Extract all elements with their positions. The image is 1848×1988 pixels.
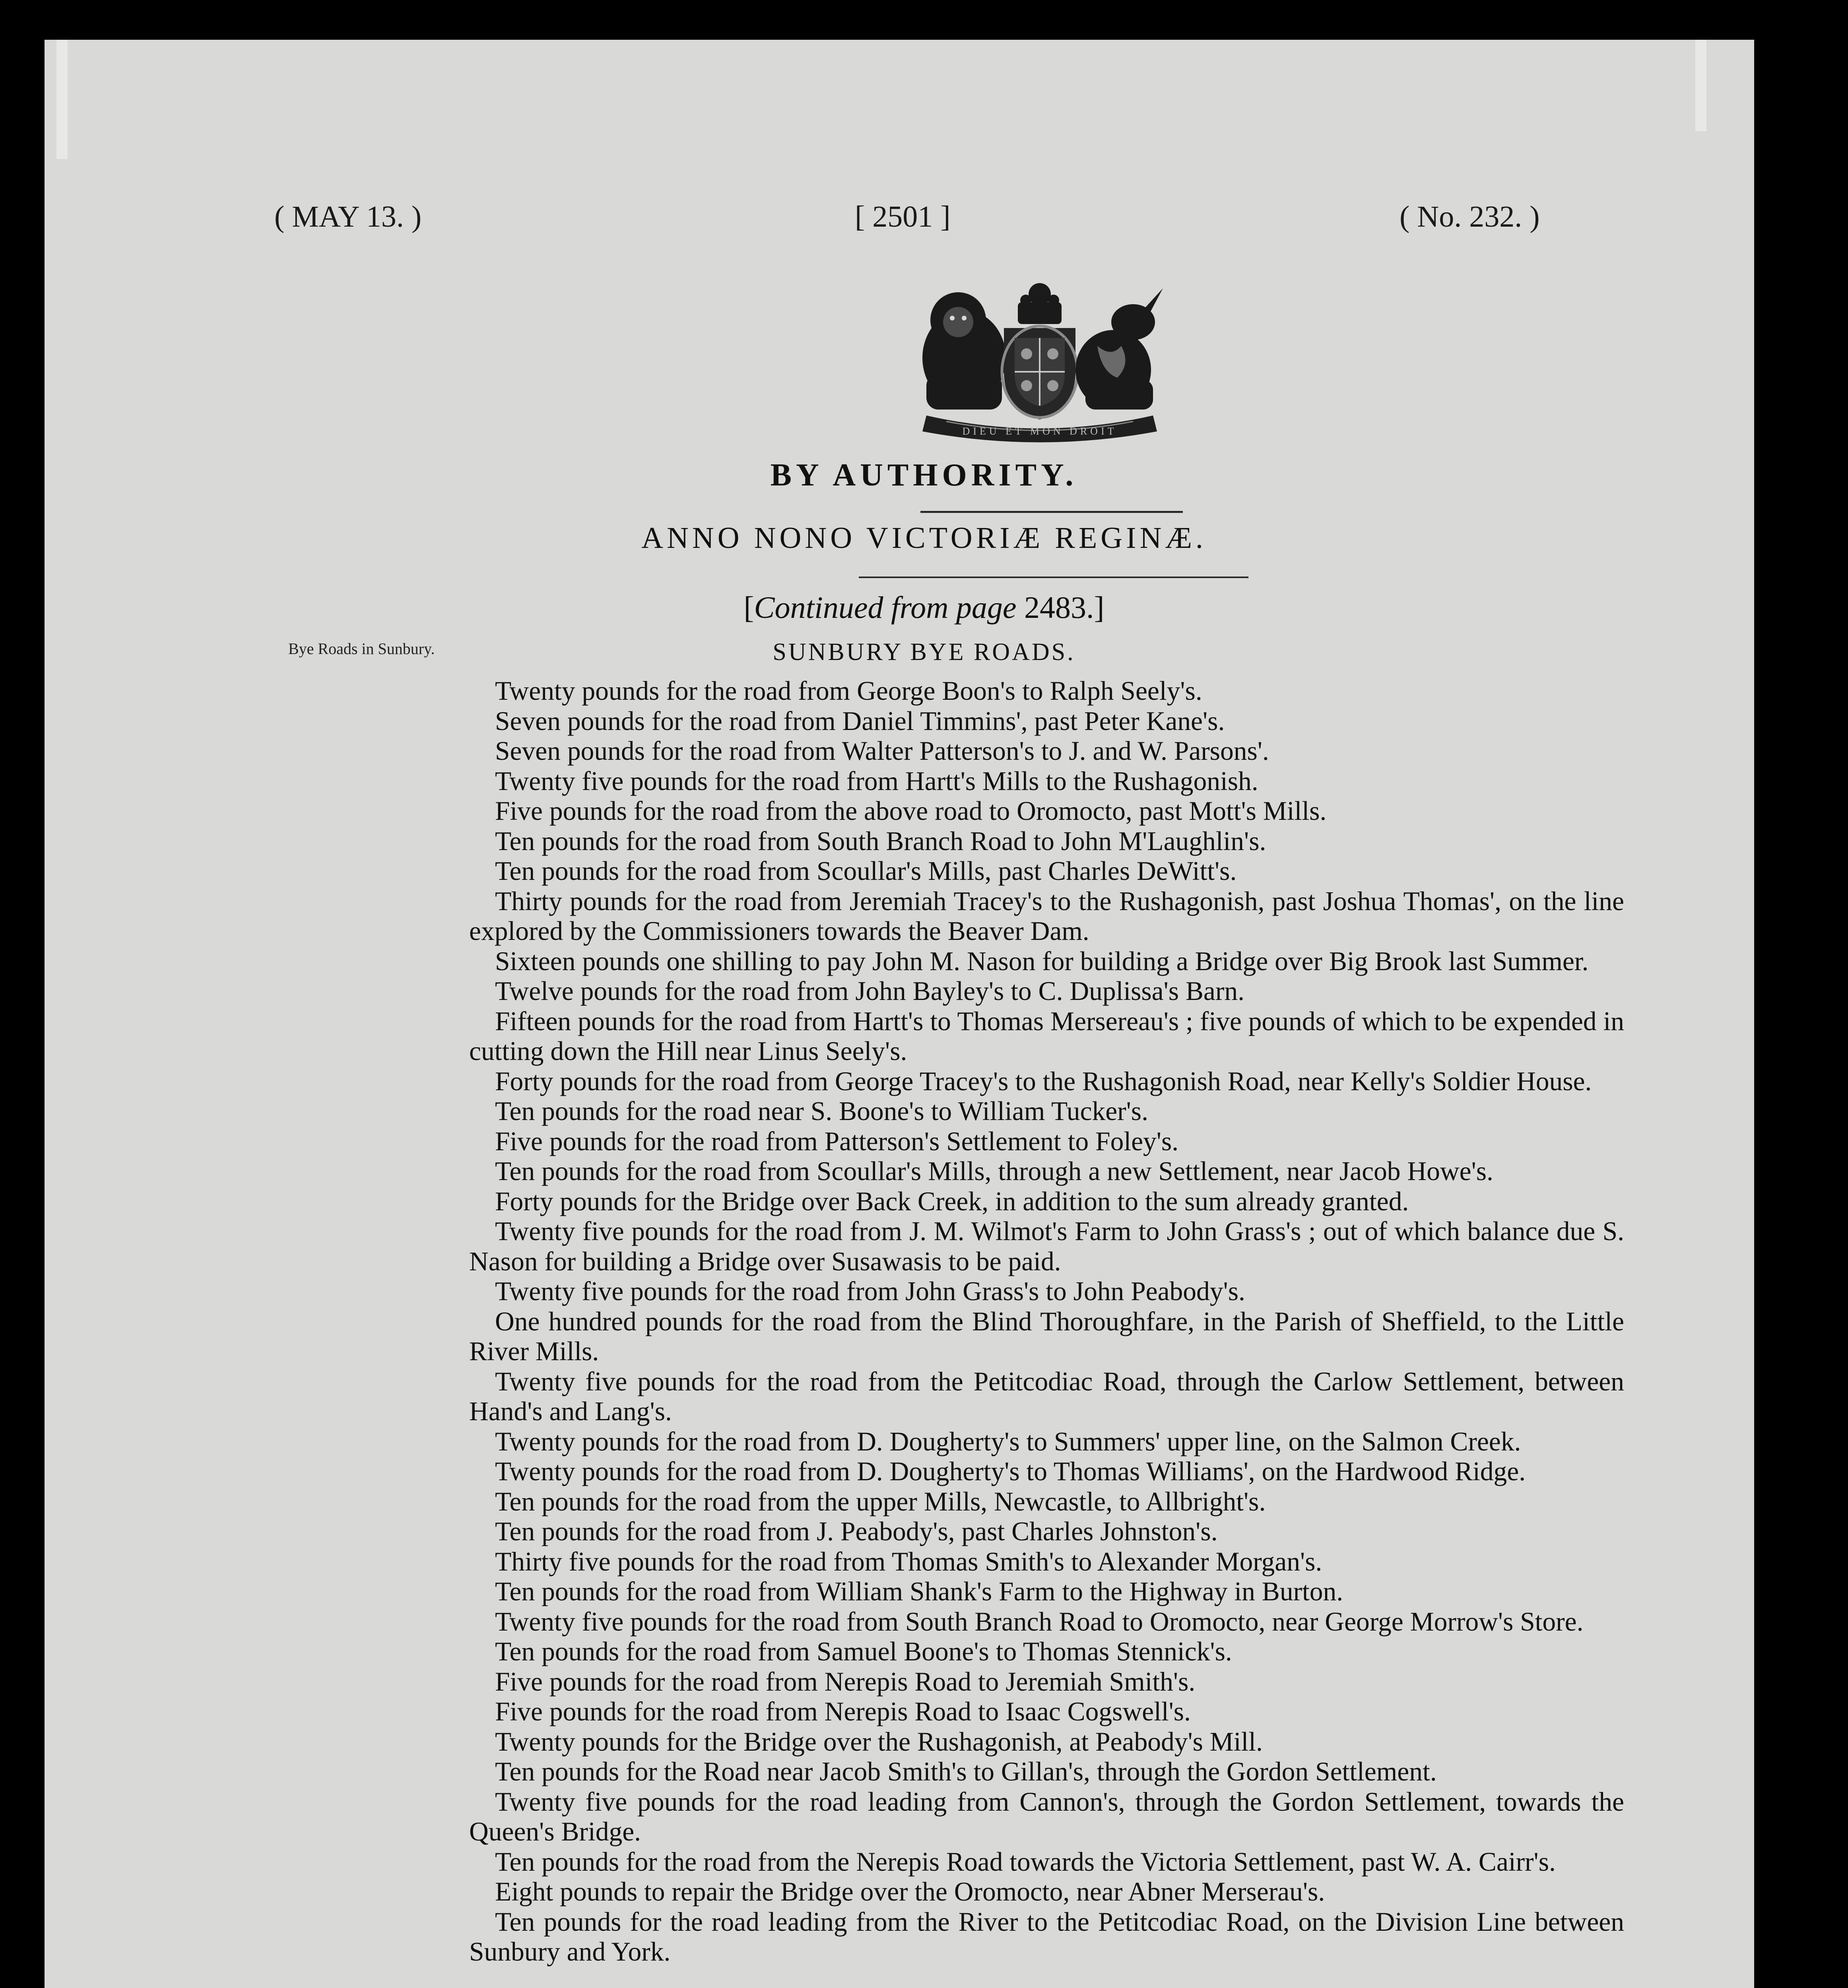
entry: Ten pounds for the road from Samuel Boone's to Thomas Stennick's. — [495, 1637, 1232, 1666]
entry: One hundred pounds for the road from the Blind Thoroughfare, in the Parish of Sheffield, to the Little River Mills. — [469, 1306, 1624, 1366]
continued-note: [Continued from page 2483.] — [743, 590, 1105, 625]
entry: Thirty five pounds for the road from Thomas Smith's to Alexander Morgan's. — [495, 1546, 1322, 1576]
entry: Sixteen pounds one shilling to pay John M. Nason for building a Bridge over Big Brook last Summer. — [495, 946, 1589, 976]
entry: Twelve pounds for the road from John Bayley's to C. Duplissa's Barn. — [495, 976, 1244, 1006]
entry: Five pounds for the road from Patterson's Settlement to Foley's. — [495, 1126, 1179, 1156]
continued-label: Continued from page — [754, 590, 1017, 625]
page-edge-right — [1695, 40, 1706, 131]
entries-body — [469, 676, 1624, 1967]
entry: Thirty pounds for the road from Jeremiah Tracey's to the Rushagonish, past Joshua Thomas', on the line explored by the Commissioners towards the Beaver Dam. — [469, 886, 1624, 946]
entry: Seven pounds for the road from Daniel Timmins', past Peter Kane's. — [495, 706, 1225, 736]
entry: Twenty five pounds for the road leading from Cannon's, through the Gordon Settlement, towards the Queen's Bridge. — [469, 1786, 1624, 1846]
entry: Twenty five pounds for the road from John Grass's to John Peabody's. — [495, 1276, 1245, 1306]
entry: Ten pounds for the road from the upper Mills, Newcastle, to Allbright's. — [495, 1486, 1266, 1516]
entry: Forty pounds for the road from George Tracey's to the Rushagonish Road, near Kelly's Soldier House. — [495, 1066, 1592, 1096]
section-title: SUNBURY BYE ROADS. — [773, 639, 1075, 666]
entry: Twenty pounds for the road from D. Dougherty's to Thomas Williams', on the Hardwood Ridge. — [495, 1456, 1526, 1486]
anno-heading: ANNO NONO VICTORIÆ REGINÆ. — [641, 521, 1207, 555]
entry: Ten pounds for the road near S. Boone's to William Tucker's. — [495, 1096, 1148, 1126]
entry: Seven pounds for the road from Walter Patterson's to J. and W. Parsons'. — [495, 736, 1269, 766]
entry: Five pounds for the road from the above road to Oromocto, past Mott's Mills. — [495, 796, 1327, 826]
divider-bottom — [859, 577, 1248, 578]
crown — [1018, 283, 1062, 324]
entry: Ten pounds for the Road near Jacob Smith's to Gillan's, through the Gordon Settlement. — [495, 1757, 1437, 1786]
motto-ribbon — [922, 415, 1157, 443]
entry: Ten pounds for the road from the Nerepis Road towards the Victoria Settlement, past W. A. Cairr's. — [495, 1846, 1556, 1877]
entry: Fifteen pounds for the road from Hartt's to Thomas Mersereau's ; five pounds of which to be expended in cutting down the Hill near Linus Seely's. — [469, 1006, 1624, 1066]
entry: Ten pounds for the road from William Shank's Farm to the Highway in Burton. — [495, 1576, 1343, 1606]
entry: Ten pounds for the road from J. Peabody's, past Charles Johnston's. — [495, 1516, 1218, 1546]
entry: Ten pounds for the road leading from the River to the Petitcodiac Road, on the Division Line between Sunbury and York. — [469, 1906, 1624, 1967]
binding-hole-top — [1754, 358, 1778, 390]
entry: Twenty five pounds for the road from Hartt's Mills to the Rushagonish. — [495, 766, 1258, 796]
entry: Eight pounds to repair the Bridge over the Oromocto, near Abner Merserau's. — [495, 1877, 1325, 1906]
header-page-number: [ 2501 ] — [855, 200, 951, 233]
entry: Forty pounds for the Bridge over Back Creek, in addition to the sum already granted. — [495, 1186, 1409, 1216]
entry: Twenty pounds for the Bridge over the Rushagonish, at Peabody's Mill. — [495, 1726, 1263, 1757]
shield — [1002, 326, 1077, 419]
entry: Twenty pounds for the road from D. Dougherty's to Summers' upper line, on the Salmon Creek. — [495, 1426, 1521, 1456]
margin-note: Bye Roads in Sunbury. — [288, 640, 435, 658]
entry: Twenty five pounds for the road from J. M. Wilmot's Farm to John Grass's ; out of which balance due S. Nason for building a Bridge over Susawasis to be paid. — [469, 1216, 1624, 1276]
entry: Ten pounds for the road from South Branch Road to John M'Laughlin's. — [495, 826, 1266, 856]
by-authority-heading: BY AUTHORITY. — [770, 458, 1078, 493]
entry: Ten pounds for the road from Scoullar's Mills, past Charles DeWitt's. — [495, 856, 1237, 886]
entry: Five pounds for the road from Nerepis Road to Isaac Cogswell's. — [495, 1697, 1191, 1726]
motto-text: DIEU ET MON DROIT — [962, 425, 1117, 437]
entry: Five pounds for the road from Nerepis Road to Jeremiah Smith's. — [495, 1666, 1196, 1697]
entry: Twenty pounds for the road from George Boon's to Ralph Seely's. — [495, 676, 1202, 706]
header-date: ( MAY 13. ) — [274, 200, 422, 233]
page-edge-left — [56, 40, 68, 159]
entry: Twenty five pounds for the road from South Branch Road to Oromocto, near George Morrow's Store. — [495, 1606, 1584, 1637]
continued-page: 2483. — [1024, 590, 1094, 625]
entry: Ten pounds for the road from Scoullar's Mills, through a new Settlement, near Jacob Howe's. — [495, 1156, 1493, 1186]
royal-coat-of-arms — [910, 278, 1169, 445]
header-issue-number: ( No. 232. ) — [1400, 200, 1540, 233]
divider-top — [920, 511, 1183, 513]
entry: Twenty five pounds for the road from the Petitcodiac Road, through the Carlow Settlement, between Hand's and Lang's. — [469, 1366, 1624, 1426]
